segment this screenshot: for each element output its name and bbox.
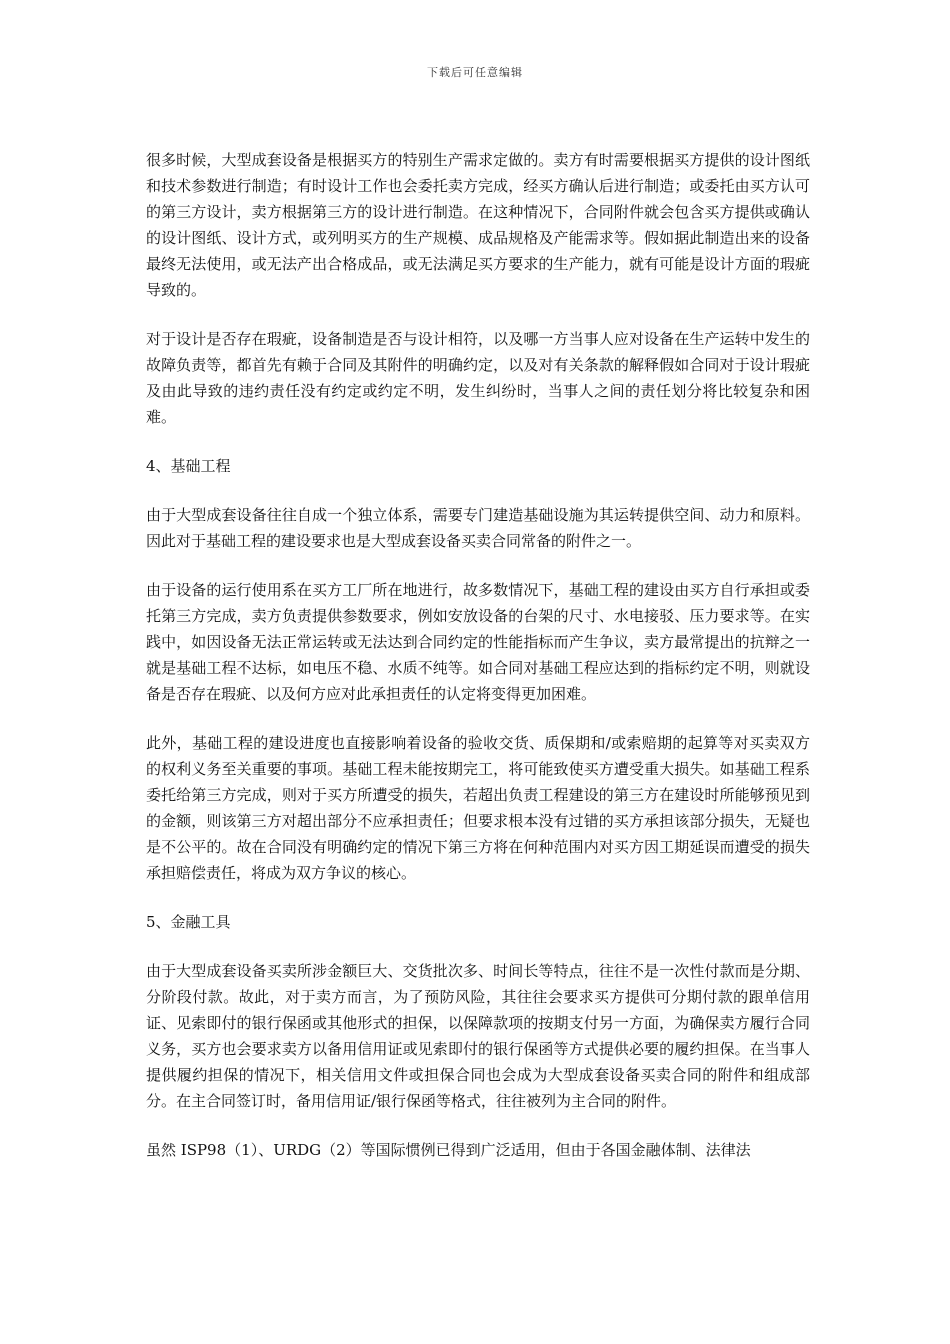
paragraph-financial-guarantees: 由于大型成套设备买卖所涉金额巨大、交货批次多、时间长等特点，往往不是一次性付款而是分期、分阶段付款。故此，对于卖方而言，为了预防风险，其往往会要求买方提供可分期付款的跟单信用证、见索即付的银行保函或其他形式的担保，以保障款项的按期支付另一方面，为确保卖方履行合同义务，买方也会要求卖方以备用信用证或见索即付的银行保函等方式提供必要的履约担保。在当事人提供履约担保的情况下，相关信用文件或担保合同也会成为大型成套设备买卖合同的附件和组成部分。在主合同签订时，备用信用证/银行保函等格式，往往被列为主合同的附件。 (146, 962, 810, 1110)
section-heading-foundation: 4、基础工程 (146, 457, 231, 475)
header-note: 下载后可任意编辑 (427, 66, 523, 79)
paragraph-foundation-construction: 由于设备的运行使用系在买方工厂所在地进行，故多数情况下，基础工程的建设由买方自行承担或委托第三方完成，卖方负责提供参数要求，例如安放设备的台架的尺寸、水电接驳、压力要求等。在实践中，如因设备无法正常运转或无法达到合同约定的性能指标而产生争议，卖方最常提出的抗辩之一就是基础工程不达标，如电压不稳、水质不纯等。如合同对基础工程应达到的指标约定不明，则就设备是否存在瑕疵、以及何方应对此承担责任的认定将变得更加困难。 (146, 581, 810, 703)
paragraph-foundation-intro: 由于大型成套设备往往自成一个独立体系，需要专门建造基础设施为其运转提供空间、动力和原料。因此对于基础工程的建设要求也是大型成套设备买卖合同常备的附件之一。 (146, 506, 810, 550)
paragraph-design-liability: 对于设计是否存在瑕疵，设备制造是否与设计相符，以及哪一方当事人应对设备在生产运转中发生的故障负责等，都首先有赖于合同及其附件的明确约定，以及对有关条款的解释假如合同对于设计瑕疵及由此导致的违约责任没有约定或约定不明，发生纠纷时，当事人之间的责任划分将比较复杂和困难。 (146, 330, 810, 426)
paragraph-international-practice: 虽然 ISP98（1）、URDG（2）等国际惯例已得到广泛适用，但由于各国金融体制、法律法 (146, 1141, 751, 1159)
document-body (146, 147, 810, 1163)
paragraph-foundation-schedule: 此外，基础工程的建设进度也直接影响着设备的验收交货、质保期和/或索赔期的起算等对买卖双方的权利义务至关重要的事项。基础工程未能按期完工，将可能致使买方遭受重大损失。如基础工程系委托给第三方完成，则对于买方所遭受的损失，若超出负责工程建设的第三方在建设时所能够预见到的金额，则该第三方对超出部分不应承担责任；但要求根本没有过错的买方承担该部分损失，无疑也是不公平的。故在合同没有明确约定的情况下第三方将在何种范围内对买方因工期延误而遭受的损失承担赔偿责任，将成为双方争议的核心。 (146, 734, 810, 882)
section-heading-financial-tools: 5、金融工具 (146, 913, 231, 931)
paragraph-design-defects: 很多时候，大型成套设备是根据买方的特别生产需求定做的。卖方有时需要根据买方提供的设计图纸和技术参数进行制造；有时设计工作也会委托卖方完成，经买方确认后进行制造；或委托由买方认可的第三方设计，卖方根据第三方的设计进行制造。在这种情况下，合同附件就会包含买方提供或确认的设计图纸、设计方式，或列明买方的生产规模、成品规格及产能需求等。假如据此制造出来的设备最终无法使用，或无法产出合格成品，或无法满足买方要求的生产能力，就有可能是设计方面的瑕疵导致的。 (146, 151, 810, 299)
